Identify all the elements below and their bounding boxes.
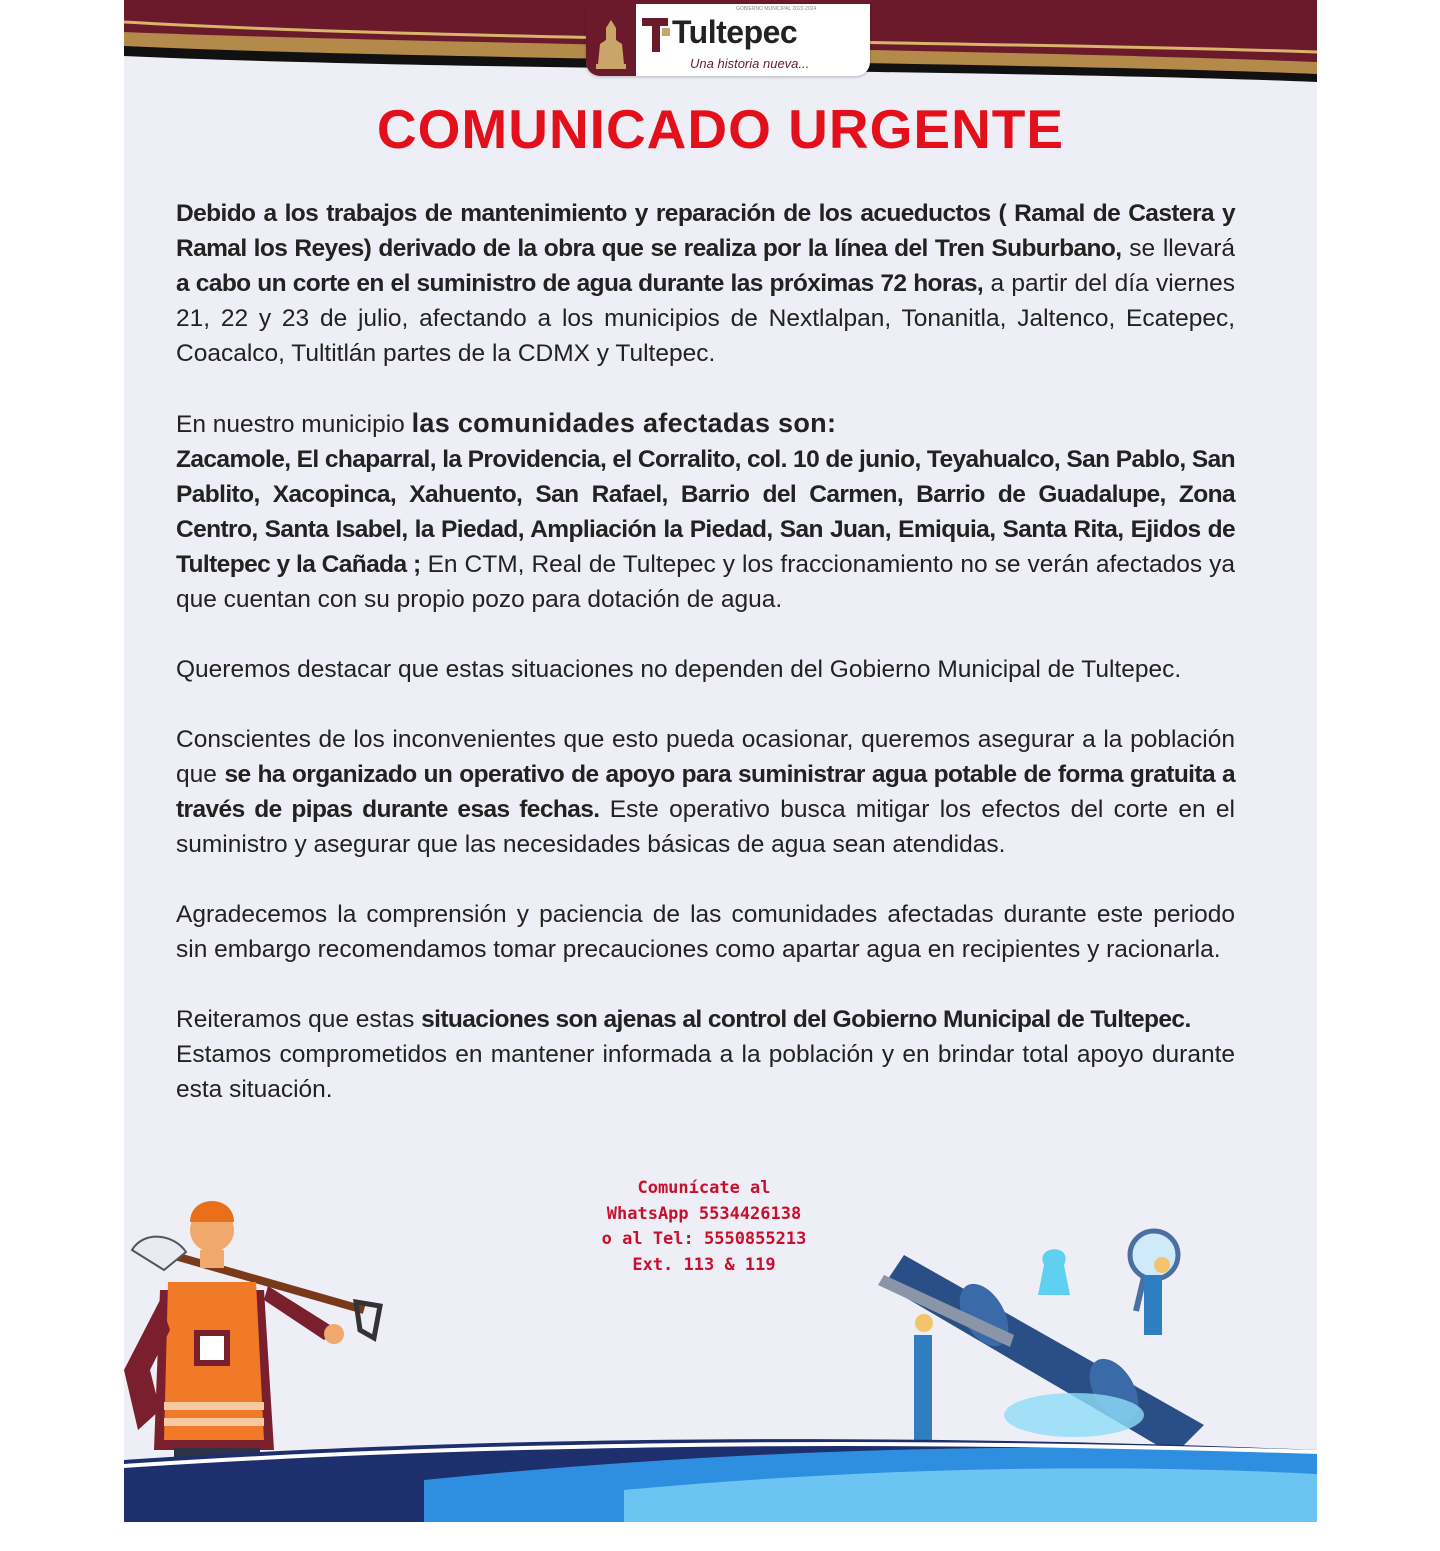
paragraph-5: Agradecemos la comprensión y paciencia de las comunidades afectadas durante este periodo sin embargo recomendamos tomar precauciones como apartar agua en recipientes y racionarla. — [176, 901, 1235, 963]
logo-wordmark: Tultepec — [672, 14, 798, 50]
municipal-seal-icon — [586, 4, 636, 76]
paragraph-4: Conscientes de los inconvenientes que esto pueda ocasionar, queremos asegurar a la población que se ha organizado un operativo de apoyo para suministrar agua potable de forma gratuita a través de pipas durante esas fechas. Este operativo busca mitigar los efectos del corte en el suministro y asegurar que las necesidades básicas de agua sean atendidas. — [176, 726, 1236, 858]
phone-number: o al Tel: 5550855213 — [601, 1229, 807, 1249]
brand-mark-icon — [642, 18, 672, 52]
pipe-repair-illustration — [874, 1215, 1234, 1465]
paragraph-3: Queremos destacar que estas situaciones no dependen del Gobierno Municipal de Tultepec. — [176, 656, 1182, 683]
phone-extension: Ext. 113 & 119 — [632, 1254, 776, 1275]
whatsapp-number: WhatsApp 5534426138 — [606, 1203, 802, 1224]
announcement-body — [176, 196, 1235, 1142]
decorative-wave-footer — [124, 1430, 1317, 1522]
poster — [124, 0, 1317, 1522]
tultepec-logo — [586, 4, 870, 76]
paragraph-2: En nuestro municipio las comunidades afectadas son: Zacamole, El chaparral, la Providencia, el Corralito, col. 10 de junio, Teyahualco, San Pablo, San Pablito, Xacopinca, Xahuento, San Rafael, Barrio del Carmen, Barrio de Guadalupe, Zona Centro, Santa Isabel, la Piedad, Ampliación la Piedad, San Juan, Emiquia, Santa Rita, Ejidos de Tultepec y la Cañada ; En CTM, Real de Tultepec y los fraccionamiento no se verán afectados ya que cuentan con su propio pozo para dotación de agua. — [176, 408, 1236, 613]
logo-tagline: Una historia nueva... — [690, 56, 810, 71]
logo-caption: GOBIERNO MUNICIPAL 2022-2024 — [736, 6, 817, 12]
paragraph-1: Debido a los trabajos de mantenimiento y reparación de los acueductos ( Ramal de Castera y Ramal los Reyes) derivado de la obra que se realiza por la línea del Tren Suburbano, se llevará a cabo un corte en el suministro de agua durante las próximas 72 horas, a partir del día viernes 21, 22 y 23 de julio, afectando a los municipios de Nextlalpan, Tonanitla, Jaltenco, Ecatepec, Coacalco, Tultitlán partes de la CDMX y Tultepec. — [176, 200, 1236, 367]
page-title: COMUNICADO URGENTE — [376, 98, 1065, 160]
paragraph-6: Reiteramos que estas situaciones son ajenas al control del Gobierno Municipal de Tultepec. Estamos comprometidos en mantener informada a la población y en brindar total apoyo durante esta situación. — [176, 1006, 1235, 1103]
contact-info: Comunícate al WhatsApp 5534426138 o al Tel: 5550855213 Ext. 113 & 119 — [554, 1176, 854, 1278]
